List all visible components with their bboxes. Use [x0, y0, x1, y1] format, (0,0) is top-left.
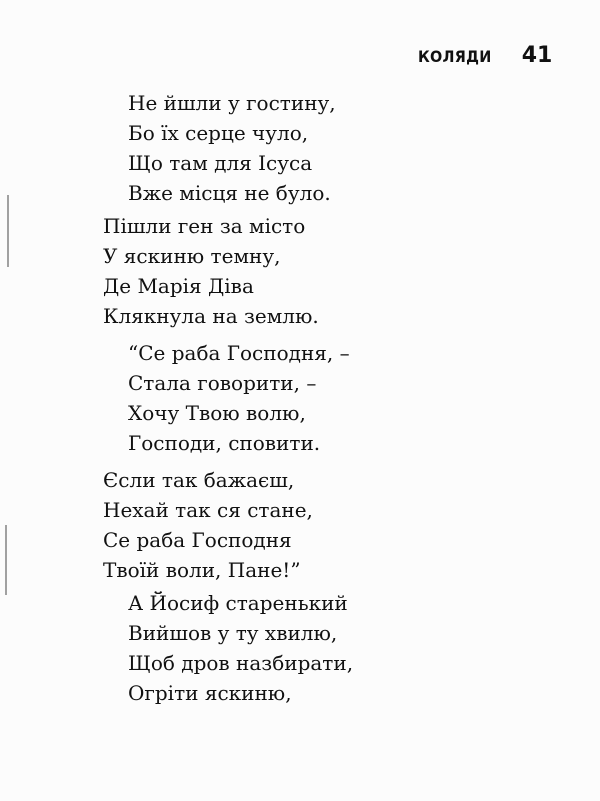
verse-line: А Йосиф старенький [128, 591, 348, 615]
verse-line: Клякнула на землю. [103, 304, 319, 328]
verse-line: Господи, сповити. [128, 431, 321, 455]
stanza [128, 88, 336, 208]
stanza [103, 211, 319, 331]
verse-line: Стала говорити, – [128, 371, 317, 395]
verse-line: Не йшли у гостину, [128, 91, 336, 115]
verse-line: Вийшов у ту хвилю, [128, 621, 338, 645]
verse-line: Пішли ген за місто [103, 214, 306, 238]
stanza [103, 465, 313, 585]
verse-line: У яскиню темну, [103, 244, 281, 268]
verse-line: Хочу Твою волю, [128, 401, 306, 425]
page-header [418, 43, 552, 68]
verse-line: Нехай так ся стане, [103, 498, 313, 522]
stanza [128, 338, 350, 458]
verse-line: Щоб дров назбирати, [128, 651, 354, 675]
verse-line: Огріти яскиню, [128, 681, 292, 705]
margin-binding-mark [7, 195, 9, 267]
verse-line: “Се раба Господня, – [128, 341, 350, 365]
verse-line: Вже місця не було. [128, 181, 331, 205]
verse-line: Се раба Господня [103, 528, 292, 552]
running-header-title: КОЛЯДИ [418, 47, 492, 66]
verse-line: Де Марія Діва [103, 274, 254, 298]
verse-line: Бо їх серце чуло, [128, 121, 309, 145]
stanza [128, 588, 353, 708]
margin-binding-mark [5, 525, 7, 595]
verse-line: Твоїй воли, Пане!” [103, 558, 301, 582]
page-number: 41 [521, 43, 553, 68]
verse-line: Єсли так бажаєш, [103, 468, 295, 492]
verse-line: Що там для Ісуса [128, 151, 313, 175]
